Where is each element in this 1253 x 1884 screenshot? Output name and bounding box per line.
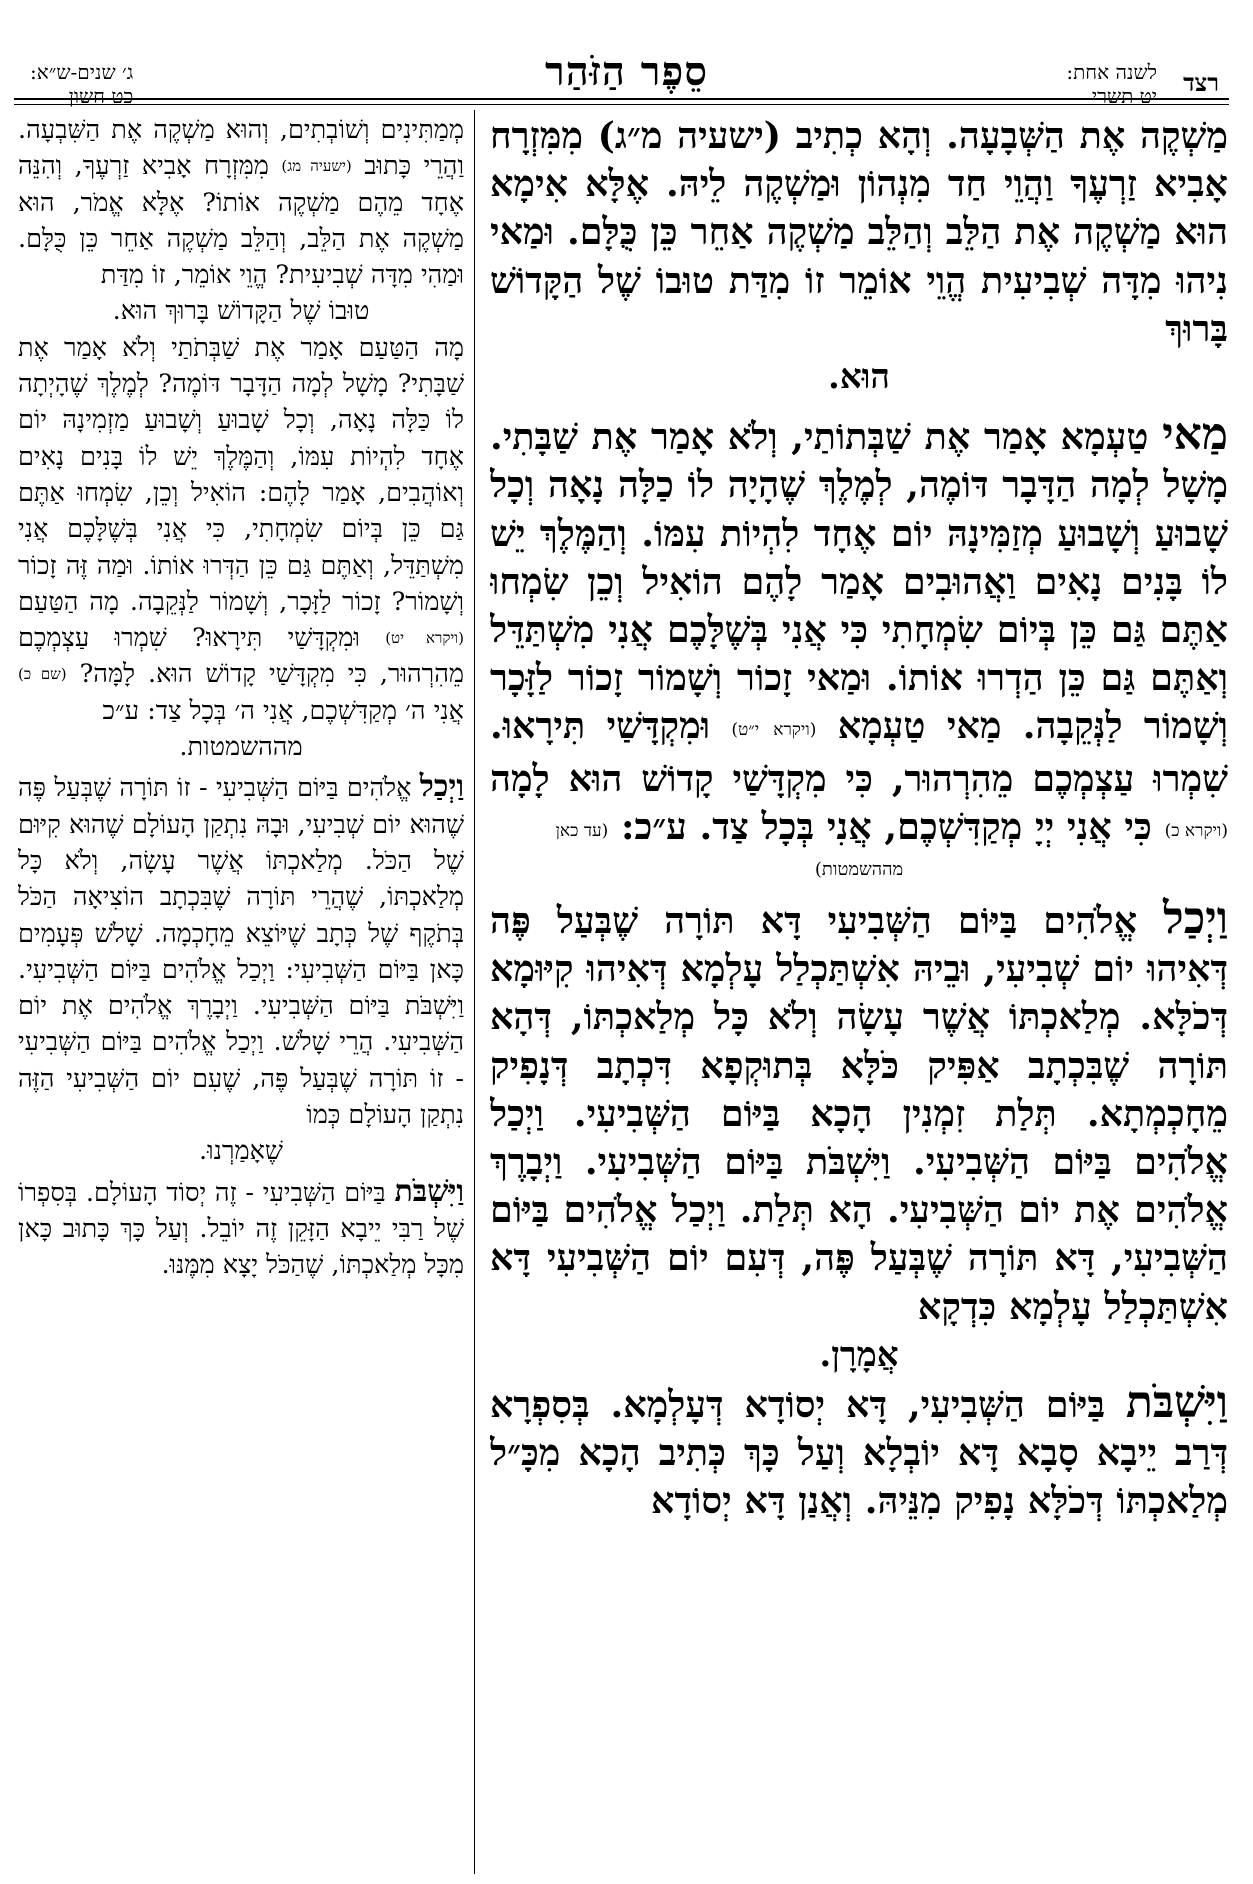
source-note: (עד כאן	[555, 820, 609, 841]
translation-column	[18, 112, 464, 1872]
verse-reference: (ויקרא כ)	[1164, 820, 1228, 841]
main-text-column	[490, 112, 1228, 1872]
main-paragraph-2: מַאי טַעְמָא אָמַר אֶת שַׁבְּתוֹתַי, וְלֹא אָמַר אֶת שַׁבָּתִי. מָשָׁל לְמָה הַדָּבָר דּוֹמֶה, לְמֶלֶךְ שֶׁהָיָה לוֹ כַלָּה נָאָה וְכָל שָׁבוּעַ וְשָׁבוּעַ מְזַמִּינָהּ יוֹם אֶחָד לִהְיוֹת עִמּוֹ. וְהַמֶּלֶךְ יֵשׁ לוֹ בָּנִים נָאִים וַאֲהוּבִים אָמַר לָהֶם הוֹאִיל וְכֵן שִׂמְחוּ אַתֶּם גַּם כֵּן בְּיוֹם שִׂמְחָתִי כִּי אֲנִי בְּשֶׁלָּכֶם אֲנִי מִשְׁתַּדֵּל וְאַתֶּם גַּם כֵּן הַדְרוּ אוֹתוֹ. וּמַאי זָכוֹר וְשָׁמוֹר זָכוֹר לַזָּכָר וְשָׁמוֹר לַנְּקֵבָה. מַאי טַעְמָא (ויקרא י״ט) וּמִקְדָּשַׁי תִּירָאוּ. שִׁמְרוּ עַצְמְכֶם מֵהִרְהוּר, כִּי מִקְדָּשַׁי קָדוֹשׁ הוּא לָמָה (ויקרא כ) כִּי אֲנִי יְיָ מְקַדִּשְׁכֶם, אֲנִי בְּכָל צַד. ע״כ: (עד כאן	[490, 409, 1228, 848]
opening-word: וַיְכַל	[1163, 893, 1228, 945]
header-right-line1: לשנה אחת:	[1066, 60, 1157, 84]
header-left-line1: ג׳ שנים-ש״א:	[30, 60, 134, 84]
main-paragraph-3-end: אֲמָרָן.	[819, 1334, 899, 1375]
main-paragraph-4: וַיִּשְׁבֹּת בַּיּוֹם הַשְּׁבִיעִי, דָּא יְסוֹדָא דְּעָלְמָא. בְּסִפְרָא דְּרַב יֵיבָא סָבָא דָּא יוֹבְלָא וְעַל כָּךְ כְּתִיב הָכָא מִכָּ״ל מְלַאכְתּוֹ דְּכֹלָּא נָפִיק מִנֵּיהּ. וְאֲנַן דָּא יְסוֹדָא	[490, 1377, 1228, 1523]
side-paragraph-2-end: מההשמטות.	[179, 732, 303, 763]
side-paragraph-3: וַיְכַל אֱלֹהִים בַּיּוֹם הַשְּׁבִיעִי - זוֹ תּוֹרָה שֶׁבְּעַל פֶּה שֶׁהוּא יוֹם שְׁבִיעִי, וּבָהּ נִתְקַן הָעוֹלָם שֶׁהוּא קִיּוּם שֶׁל הַכֹּל. מְלַאכְתּוֹ אֲשֶׁר עָשָׂה, וְלֹא כָּל מְלַאכְתּוֹ, שֶׁהֲרֵי תּוֹרָה שֶׁבִּכְתָב הוֹצִיאָה הַכֹּל בְּתֹקֶף שֶׁל כְּתָב שֶׁיּוֹצֵא מֵחָכְמָה. שָׁלֹשׁ פְּעָמִים כָּאן בַּיּוֹם הַשְּׁבִיעִי: וַיְכַל אֱלֹהִים בַּיּוֹם הַשְּׁבִיעִי. וַיִּשְׁבֹּת בַּיּוֹם הַשְּׁבִיעִי. וַיְבָרֶךְ אֱלֹהִים אֶת יוֹם הַשְּׁבִיעִי. הֲרֵי שָׁלֹשׁ. וַיְכַל אֱלֹהִים בַּיּוֹם הַשְּׁבִיעִי - זוֹ תּוֹרָה שֶׁבְּעַל פֶּה, שֶׁעִם יוֹם הַשְּׁבִיעִי הַזֶּה נִתְקַן הָעוֹלָם כְּמוֹ	[18, 769, 464, 1131]
verse-reference: (ויקרא יט)	[385, 629, 464, 648]
side-paragraph-4: וַיִּשְׁבֹּת בַּיּוֹם הַשְּׁבִיעִי - זֶה יְסוֹד הָעוֹלָם. בְּסִפְרוֹ שֶׁל רַבִּי יֵיבָא הַזָּקֵן זֶה יוֹבֵל. וְעַל כָּךְ כָּתוּב כָּאן מִכָּל מְלַאכְתּוֹ, שֶׁהַכֹּל יָצָא מִמֶּנּוּ.	[18, 1173, 464, 1281]
header-left-block	[30, 60, 133, 108]
side-paragraph-1-end: טוּבוֹ שֶׁל הַקָּדוֹשׁ בָּרוּךְ הוּא.	[112, 296, 370, 327]
source-note-end: מההשמטות)	[814, 859, 904, 881]
verse-reference: (שם כ)	[18, 665, 67, 684]
opening-word: מַאי	[1162, 409, 1228, 461]
book-title: סֵפֶר הַזֹּהַר	[545, 48, 708, 95]
header-rule-thin	[14, 104, 1229, 105]
header-rule-thick	[14, 98, 1229, 100]
main-paragraph-1: מַשְׁקֶה אֶת הַשְּׁבָעָה. וְהָא כְתִיב (ישעיה מ״ג) מִמִּזְרָח אָבִיא זַרְעֶךָ וַהֲוֵי חַד מִנְהוֹן וּמַשְׁקֶה לֵיהּ. אֶלָּא אִימָא הוּא מַשְׁקֶה אֶת הַלֵּב וְהַלֵּב מַשְׁקֶה אַחֵר כֵּן כֻּלָּם. וּמַאי נִיהוּ מִדָּה שְׁבִיעִית הֱוֵי אוֹמֵר זוֹ מִדַּת טוּבוֹ שֶׁל הַקָּדוֹשׁ בָּרוּךְ	[490, 114, 1228, 350]
verse-reference: (ישעיה מג)	[281, 157, 352, 176]
header-left-line2: כט חשון	[68, 84, 134, 108]
main-paragraph-3: וַיְכַל אֱלֹהִים בַּיּוֹם הַשְּׁבִיעִי דָּא תּוֹרָה שֶׁבְּעַל פֶּה דְּאִיהוּ יוֹם שְׁבִיעִי, וּבֵיהּ אִשְׁתַּכְלַל עָלְמָא דְּאִיהוּ קִיּוּמָא דְּכֹלָּא. מְלַאכְתּוֹ אֲשֶׁר עָשָׂה וְלֹא כָּל מְלַאכְתּוֹ, דְּהָא תּוֹרָה שֶׁבִּכְתָב אַפִּיק כֹּלָּא בְּתוּקְפָא דִּכְתָב דְּנָפִיק מֵחָכְמְתָא. תְּלַת זִמְנִין הָכָא בַּיּוֹם הַשְּׁבִיעִי. וַיְכַל אֱלֹהִים בַּיּוֹם הַשְּׁבִיעִי. וַיִּשְׁבֹּת בַּיּוֹם הַשְּׁבִיעִי. וַיְבָרֶךְ אֱלֹהִים אֶת יוֹם הַשְּׁבִיעִי. הָא תְּלַת. וַיְכַל אֱלֹהִים בַּיּוֹם הַשְּׁבִיעִי, דָּא תּוֹרָה שֶׁבְּעַל פֶּה, דְּעִם יוֹם הַשְּׁבִיעִי דָּא אִשְׁתַּכְלַל עָלְמָא כִּדְקָא	[490, 893, 1228, 1328]
side-paragraph-1: מְמַתִּינִים וְשׁוֹבְתִים, וְהוּא מַשְׁקֶה אֶת הַשִּׁבְעָה. וַהֲרֵי כָּתוּב (ישעיה מג) מִמִּזְרָח אָבִיא זַרְעֶךָ, וְהִנֵּה אֶחָד מֵהֶם מַשְׁקֶה אוֹתוֹ? אֶלָּא אֱמֹר, הוּא מַשְׁקֶה אֶת הַלֵּב, וְהַלֵּב מַשְׁקֶה אַחֵר כֵּן כֻּלָּם. וּמַהִי מִדָּה שְׁבִיעִית? הֱוֵי אוֹמֵר, זוֹ מִדַּת	[18, 115, 464, 291]
opening-word: וַיִּשְׁבֹּת	[1126, 1377, 1228, 1429]
page-number: רצד	[1183, 68, 1219, 97]
opening-word: וַיְכַל	[419, 769, 464, 805]
side-paragraph-2: מָה הַטַּעַם אָמַר אֶת שַׁבְּתֹתַי וְלֹא אָמַר אֶת שַׁבָּתִי? מָשָׁל לְמָה הַדָּבָר דּוֹמֶה? לְמֶלֶךְ שֶׁהָיְתָה לוֹ כַּלָּה נָאָה, וְכָל שָׁבוּעַ וְשָׁבוּעַ מַזְמִינָהּ יוֹם אֶחָד לִהְיוֹת עִמּוֹ, וְהַמֶּלֶךְ יֵשׁ לוֹ בָּנִים נָאִים וְאוֹהֲבִים, אָמַר לָהֶם: הוֹאִיל וְכֵן, שִׂמְחוּ אַתֶּם גַּם כֵּן בְּיוֹם שִׂמְחָתִי, כִּי אֲנִי בְּשֶׁלָּכֶם אֲנִי מִשְׁתַּדֵּל, וְאַתֶּם גַּם כֵּן הַדְּרוּ אוֹתוֹ. וּמַה זֶּה זָכוֹר וְשָׁמוֹר? זָכוֹר לַזָּכָר, וְשָׁמוֹר לַנְּקֵבָה. מָה הַטַּעַם (ויקרא יט) וּמִקְדָּשַׁי תִּירָאוּ? שִׁמְרוּ עַצְמְכֶם מֵהִרְהוּר, כִּי מִקְדָּשַׁי קָדוֹשׁ הוּא. לָמָּה? (שם כ) אֲנִי ה׳ מְקַדִּשְׁכֶם, אֲנִי ה׳ בְּכָל צַד: ע״כ	[18, 332, 464, 726]
header-right-line2: יט תשרי	[1091, 84, 1157, 108]
column-divider	[474, 110, 475, 1874]
verse-reference: (ויקרא י״ט)	[731, 720, 817, 741]
main-paragraph-1-end: הוּא.	[828, 357, 890, 398]
opening-word: וַיִּשְׁבֹּת	[394, 1173, 464, 1209]
side-paragraph-3-end: שֶׁאָמַרְנוּ.	[199, 1136, 283, 1167]
